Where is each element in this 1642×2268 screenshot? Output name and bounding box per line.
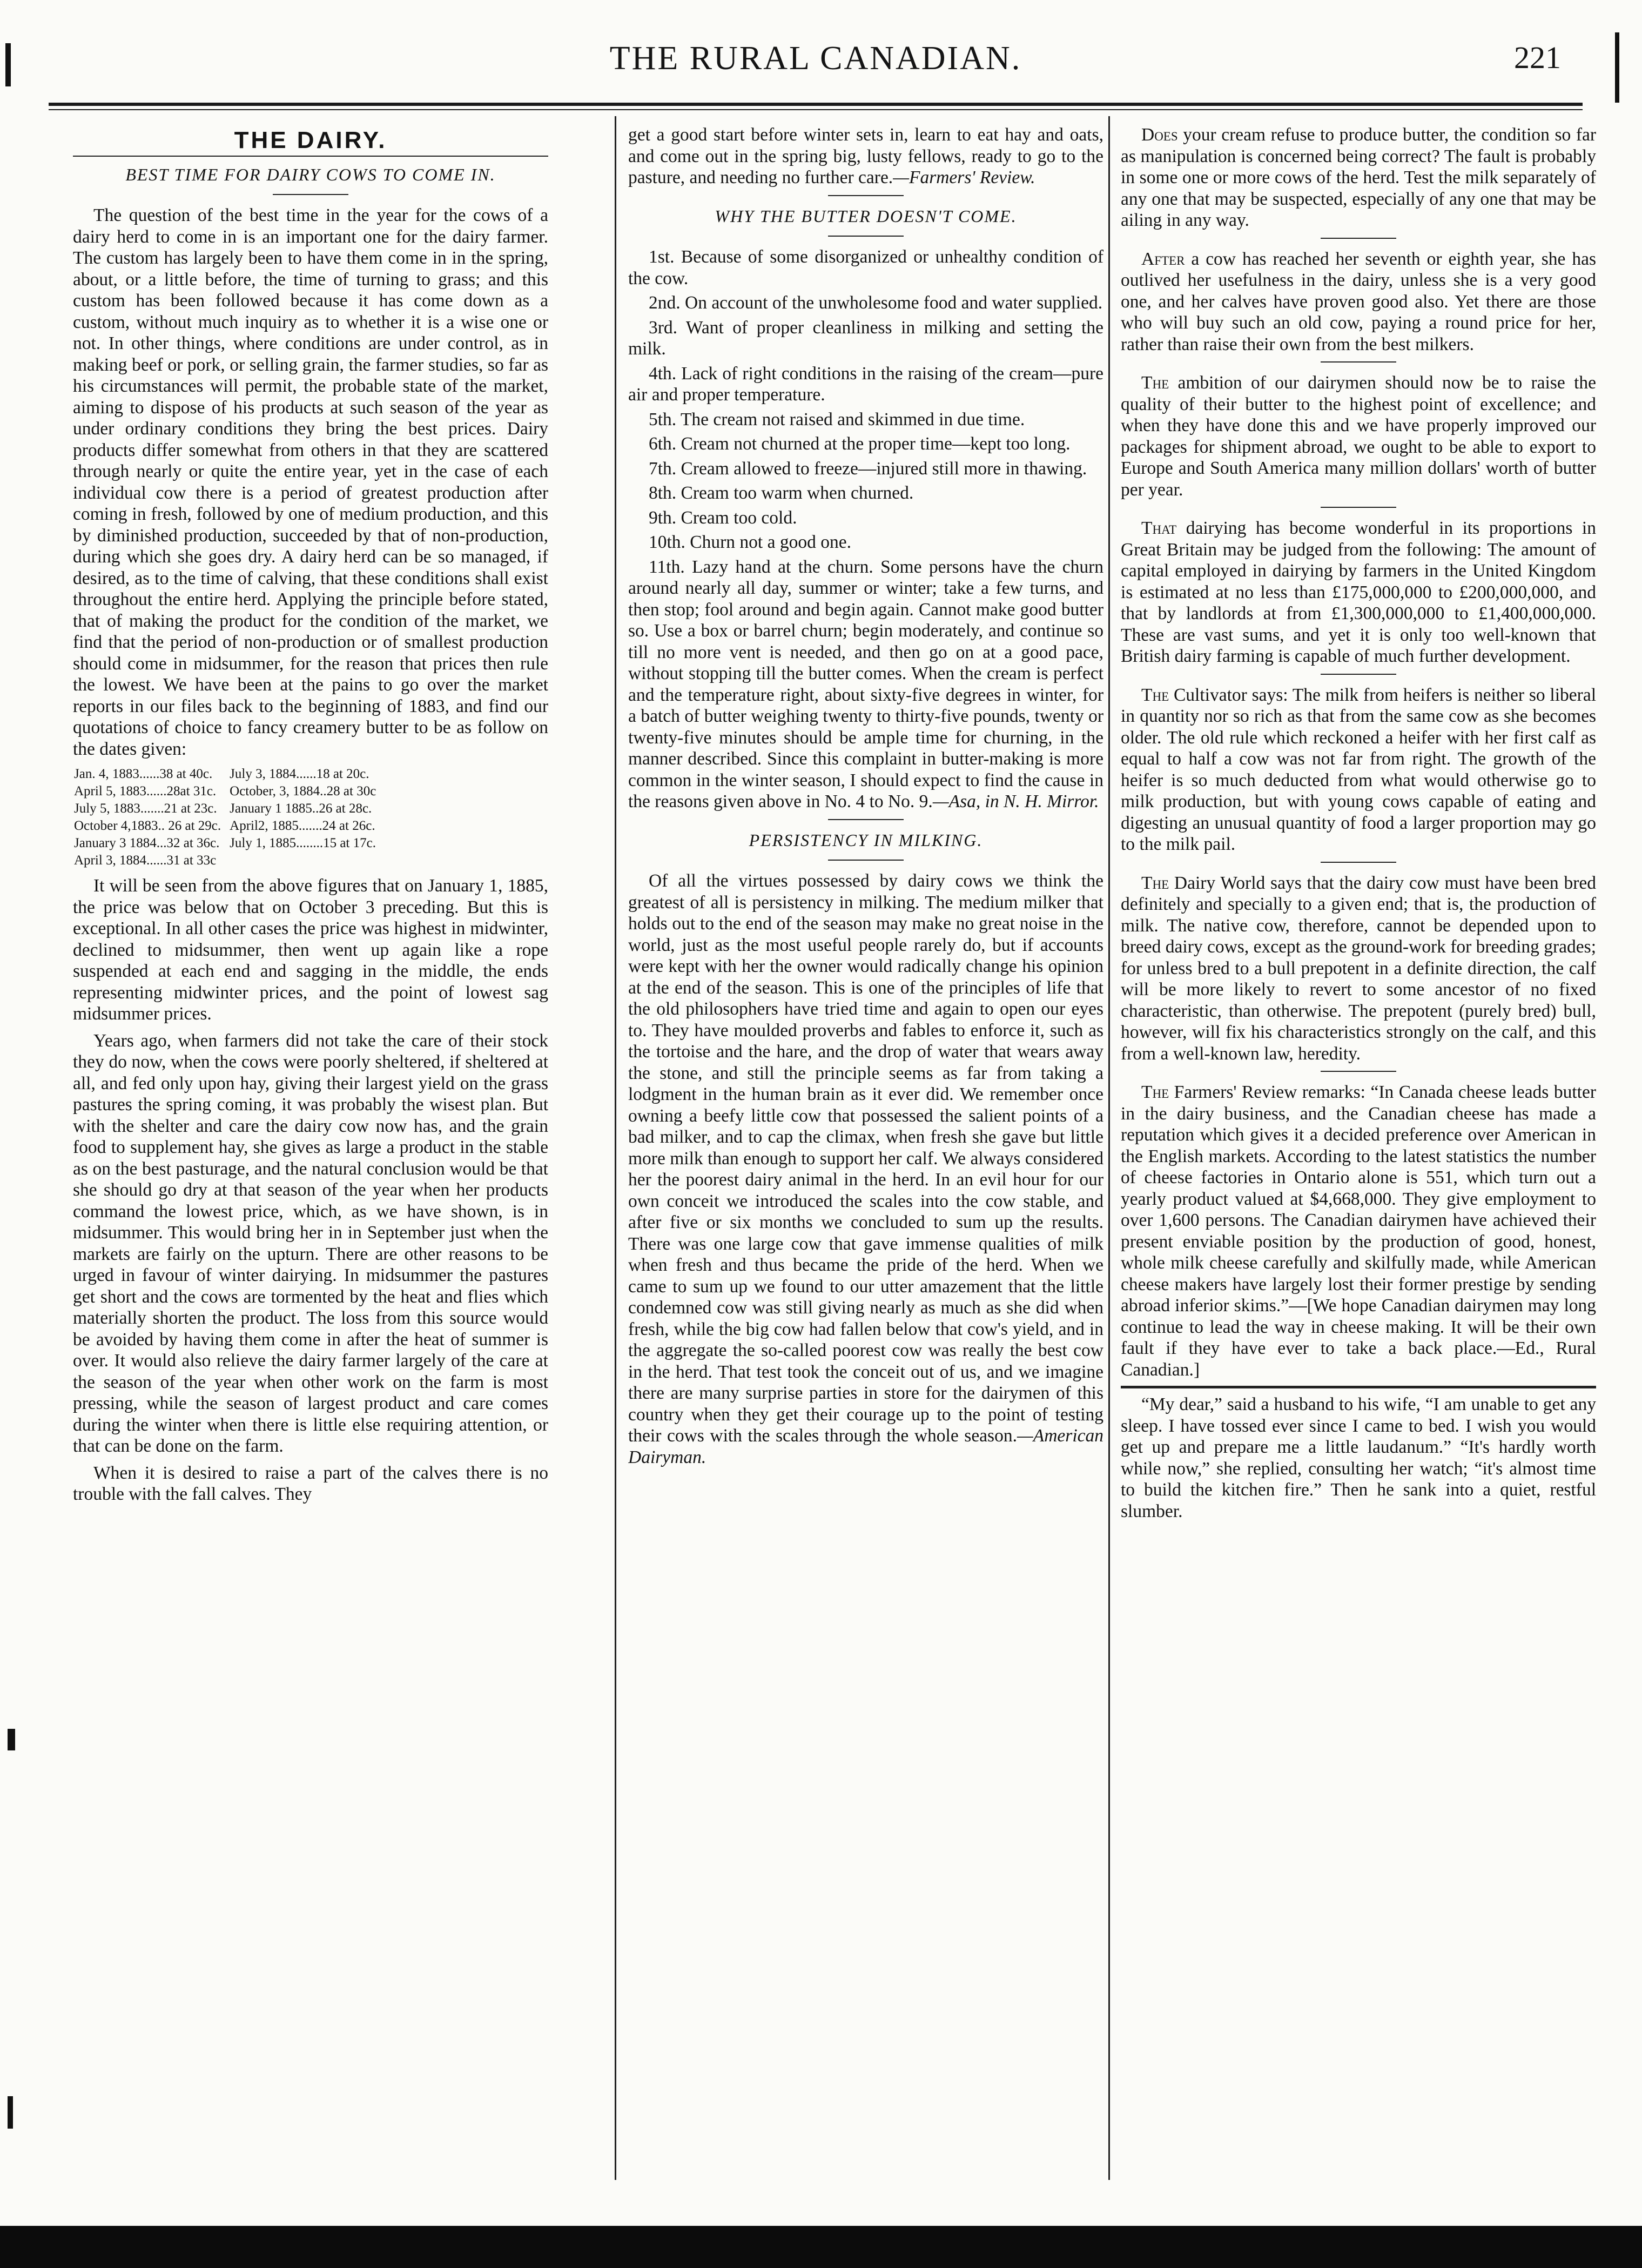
article-paragraph bbox=[1121, 372, 1596, 500]
price-entry bbox=[230, 853, 383, 869]
scan-footer-band bbox=[0, 2226, 1642, 2268]
divider-rule bbox=[828, 195, 904, 196]
paragraph-text: 11th. Lazy hand at the churn. Some persons have the churn around nearly all day, summer or winter; take a few turns, and then stop; fool around and begin again. Cannot make good butter so. Use a box or barrel churn; begin moderately, and continue so till no more vent is needed, and then go on at a good pace, without stopping till the butter comes. When the cream is perfect and the temperature right, about sixty-five degrees in winter, for a batch of butter weighing twenty to thirty-five pounds, twenty or twenty-five minutes should be ample time for churning, in the manner described. Since this complaint in butter-making is more common in the winter season, I should expect to find the cause in the reasons given above in No. 4 to No. 9. bbox=[628, 556, 1103, 811]
divider-rule bbox=[1321, 862, 1396, 863]
list-item: 1st. Because of some disorganized or unhealthy condition of the cow. bbox=[628, 247, 1103, 288]
divider-rule bbox=[1321, 238, 1396, 239]
divider-rule bbox=[273, 194, 348, 195]
paragraph-text: your cream refuse to produce butter, the condition so far as manipulation is concerned being correct? The fault is probably in some one or more cows of the herd. Test the milk separately of any one that may be suspected, especially of any one that may be ailing in any way. bbox=[1121, 125, 1596, 230]
list-item: 3rd. Want of proper cleanliness in milking and setting the milk. bbox=[628, 317, 1103, 359]
price-entry: April2, 1885.......24 at 26c. bbox=[230, 818, 375, 833]
divider-rule bbox=[1321, 507, 1396, 508]
page-header bbox=[49, 30, 1583, 95]
source-attribution: —Farmers' Review. bbox=[893, 167, 1035, 187]
section-rule bbox=[1121, 1386, 1596, 1388]
price-entry: January 1 1885..26 at 28c. bbox=[230, 801, 372, 816]
scan-mark bbox=[5, 43, 11, 86]
lead-word: That bbox=[1141, 518, 1177, 538]
lead-word: The bbox=[1141, 1082, 1169, 1102]
divider-rule bbox=[1321, 1071, 1396, 1072]
price-entry: July 5, 1883.......21 at 23c. bbox=[74, 801, 217, 816]
divider-rule bbox=[828, 819, 904, 820]
masthead-title: THE RURAL CANADIAN. bbox=[609, 40, 1022, 77]
list-item: 10th. Churn not a good one. bbox=[649, 532, 851, 552]
lead-word: The bbox=[1141, 373, 1169, 393]
divider-rule bbox=[1321, 674, 1396, 675]
price-entry: July 3, 1884......18 at 20c. bbox=[230, 767, 369, 781]
article-paragraph: The question of the best time in the year for the cows of a dairy herd to come in is an important one for the dairy farmer. The custom has largely been to have them come in in the spring, about, or a little before, the time of turning to grass; and this custom has been followed because it has come down as a custom, without much inquiry as to whether it is a wise one or not. In other things, where conditions are under control, as in making beef or pork, or selling grain, the farmer studies, so far as his circumstances will permit, the probable state of the market, aiming to dispose of his products at such season of the year as under ordinary conditions they bring the best prices. Dairy products differ somewhat from others in that they are scattered through nearly or quite the entire year, yet in the case of each individual cow there is a period of greatest production after coming in fresh, followed by one of medium production, and this by diminished production, succeeded by that of non-production, during which she goes dry. A dairy herd can be so managed, if desired, as to the time of calving, that these conditions shall exist throughout the entire herd. Applying the principle before stated, that of making the product for the condition of the market, we find that the period of non-production or of smallest production should come in midsummer, for the reason that prices then rule the lowest. We have been at the pains to go over the market reports in our files back to the beginning of 1883, and find our quotations of choice to fancy creamery butter to be as follow on the dates given: bbox=[73, 205, 548, 759]
price-entry: Jan. 4, 1883......38 at 40c. bbox=[74, 767, 213, 781]
article-paragraph bbox=[1121, 1082, 1596, 1380]
scan-mark bbox=[8, 2096, 13, 2129]
article-heading: PERSISTENCY IN MILKING. bbox=[749, 830, 983, 850]
heading-rule bbox=[73, 156, 548, 157]
paragraph-text: a cow has reached her seventh or eighth year, she has outlived her usefulness in the dairy, unless she is a very good one, and her calves have proven good also. Yet there are those who will buy such an old cow, paying a round price for her, rather than raise their own from the best milkers. bbox=[1121, 249, 1596, 354]
column-divider bbox=[1108, 116, 1110, 2180]
divider-rule bbox=[828, 236, 904, 237]
list-item: 5th. The cream not raised and skimmed in due time. bbox=[649, 409, 1025, 430]
paragraph-text: Cultivator says: The milk from heifers is neither so liberal in quantity nor so rich as that from the same cow as she becomes older. The old rule which reckoned a heifer with her first calf as equal to half a cow was not far from right. The growth of the heifer is so much deducted from what would otherwise go to milk production, but with young cows capable of eating and digesting an unusual quantity of food a larger proportion may go to the milk pail. bbox=[1121, 685, 1596, 854]
divider-rule bbox=[828, 860, 904, 861]
list-item: 6th. Cream not churned at the proper time—kept too long. bbox=[649, 434, 1071, 454]
article-paragraph: When it is desired to raise a part of the calves there is no trouble with the fall calves. They bbox=[73, 1462, 548, 1504]
header-rule-thin bbox=[49, 109, 1583, 110]
lead-word: The bbox=[1141, 685, 1169, 705]
price-entry: October 4,1883.. 26 at 29c. bbox=[74, 818, 221, 833]
source-attribution: —American Dairyman. bbox=[628, 1426, 1103, 1467]
article-paragraph bbox=[1121, 124, 1596, 231]
section-heading: THE DAIRY. bbox=[234, 127, 387, 153]
list-item: 4th. Lack of right conditions in the raising of the cream—pure air and proper temperature. bbox=[628, 363, 1103, 405]
list-item: 2nd. On account of the unwholesome food and water supplied. bbox=[649, 293, 1103, 313]
article-paragraph bbox=[1121, 685, 1596, 855]
column-2 bbox=[628, 124, 1103, 2177]
scan-mark bbox=[1615, 32, 1619, 103]
price-table bbox=[73, 765, 385, 870]
article-paragraph bbox=[628, 870, 1103, 1468]
lead-word: After bbox=[1141, 249, 1185, 269]
list-item bbox=[628, 556, 1103, 813]
column-divider bbox=[615, 116, 616, 2180]
article-heading: BEST TIME FOR DAIRY COWS TO COME IN. bbox=[125, 164, 496, 184]
article-paragraph: Years ago, when farmers did not take the care of their stock they do now, when the cows were poorly sheltered, if sheltered at all, and fed only upon hay, giving their largest yield on the grass pastures the spring coming, it was probably the wisest plan. But with the shelter and care the dairy cow now has, and the grain food to supplement hay, she gives as large a product in the stable as on the best pasturage, and the natural conclusion would be that she should go dry at that season of the year when her products command the lowest price, which, as we have shown, is in midsummer. This would bring her in in September just when the markets are fairly on the upturn. There are other reasons to be urged in favour of winter dairying. In midsummer the pastures get short and the cows are tormented by the heat and flies which materially shorten the product. The loss from this source would be avoided by having them come in after the heat of summer is over. It would also relieve the dairy farmer largely of the care at the season of the year when other work on the farm is most pressing, while the season of largest product and care comes during the winter when there is little else requiring attention, or that can be done on the farm. bbox=[73, 1030, 548, 1456]
price-entry: January 3 1884...32 at 36c. bbox=[74, 836, 220, 850]
list-item: 8th. Cream too warm when churned. bbox=[649, 483, 914, 503]
page-number: 221 bbox=[1514, 40, 1561, 75]
paragraph-text: get a good start before winter sets in, learn to eat hay and oats, and come out in the spring big, lusty fellows, ready to go to the pasture, and needing no further care. bbox=[628, 125, 1103, 187]
paragraph-text: dairying has become wonderful in its proportions in Great Britain may be judged from the following: The amount of capital employed in dairying by farmers in the United Kingdom is estimated at no less than £175,000,000 to £200,000,000, and that by landlords at from £1,300,000,000 to £1,400,000,000. These are vast sums, and yet it is only too well-known that British dairy farming is capable of much further development. bbox=[1121, 518, 1596, 666]
article-paragraph: It will be seen from the above figures that on January 1, 1885, the price was below that on October 3 preceding. But this is exceptional. In all other cases the price was highest in midwinter, declined to midsummer, then went up again like a rope suspended at each end and sagging in the middle, the ends representing midwinter prices, and the point of lowest sag midsummer prices. bbox=[73, 876, 548, 1024]
article-paragraph bbox=[1121, 249, 1596, 355]
price-entry: April 5, 1883......28at 31c. bbox=[74, 784, 217, 799]
price-entry: April 3, 1884......31 at 33c bbox=[74, 853, 217, 868]
article-paragraph bbox=[628, 124, 1103, 189]
article-paragraph bbox=[1121, 873, 1596, 1065]
divider-rule bbox=[1321, 361, 1396, 363]
anecdote-paragraph: “My dear,” said a husband to his wife, “I am unable to get any sleep. I have tossed ever since I came to bed. I wish you would get up and prepare me a little laudanum.” “It's hardly worth while now,” she replied, consulting her watch; “it's almost time to build the kitchen fire.” Then he sank into a quiet, restful slumber. bbox=[1121, 1394, 1596, 1521]
column-3 bbox=[1121, 124, 1596, 2177]
paragraph-text: Dairy World says that the dairy cow must have been bred definitely and specially to a given end; that is, the production of milk. The native cow, therefore, cannot be depended upon to breed dairy cows, except as the ground-work for breeding grades; for unless bred to a bull prepotent in a definite direction, the calf will be more likely to revert to some ancestor of no fixed characteristic, than otherwise. The prepotent (purely bred) bull, however, will fix his characteristics strongly on the calf, and this from a well-known law, heredity. bbox=[1121, 873, 1596, 1064]
price-entry: July 1, 1885........15 at 17c. bbox=[230, 836, 376, 850]
paragraph-text: ambition of our dairymen should now be to raise the quality of their butter to the highest point of excellence; and when they have done this and we have properly improved our packages for shipment abroad, we ought to be able to export to Europe and South America many million dollars' worth of butter per year. bbox=[1121, 373, 1596, 500]
article-paragraph bbox=[1121, 518, 1596, 667]
list-item: 9th. Cream too cold. bbox=[649, 507, 797, 528]
paragraph-text: Farmers' Review remarks: “In Canada cheese leads butter in the dairy business, and the Canadian cheese has made a reputation which gives it a decided preference over American in the English markets. According to the latest statistics the number of cheese factories in Ontario alone is 551, which turn out a yearly product valued at $4,668,000. They give employment to over 1,600 persons. The Canadian dairymen have achieved their present enviable position by the production of good, honest, whole milk cheese carefully and skilfully made, while American cheese makers have largely lost their former prestige by sending abroad inferior skims.”—[We hope Canadian dairymen may long continue to lead the way in cheese making. It will be their own fault if they have ever to take a back place.—Ed., Rural Canadian.] bbox=[1121, 1082, 1596, 1380]
list-item: 7th. Cream allowed to freeze—injured still more in thawing. bbox=[649, 458, 1087, 479]
price-entry: October, 3, 1884..28 at 30c bbox=[230, 784, 376, 799]
source-attribution: —Asa, in N. H. Mirror. bbox=[932, 791, 1099, 811]
column-1 bbox=[73, 124, 548, 2177]
article-heading: WHY THE BUTTER DOESN'T COME. bbox=[715, 206, 1017, 226]
scan-mark bbox=[8, 1729, 15, 1750]
header-rule bbox=[49, 103, 1583, 106]
lead-word: The bbox=[1141, 873, 1169, 893]
lead-word: Does bbox=[1141, 125, 1178, 145]
paragraph-text: Of all the virtues possessed by dairy cows we think the greatest of all is persistency in milking. The medium milker that holds out to the end of the season may make no great noise in the world, just as the most useful people rarely do, but if accounts were kept with her the owner would radically change his opinion at the end of the season. This is one of the principles of life that the old philosophers have tried time and again to open our eyes to. They have moulded proverbs and fables to enforce it, such as the tortoise and the hare, and the drop of water that wears away the stone, and still the principle seems as far from taking a lodgment in the human brain as it ever did. We remember once owning a beefy little cow that possessed the salient points of a bad milker, and to cap the climax, when fresh she gave but little more milk than enough to support her calf. We always considered her the poorest dairy animal in the herd. In an evil hour for our own conceit we introduced the scales into the cow stable, and after five or six months we concluded to sum up the results. There was one large cow that gave immense qualities of milk when fresh and thus became the pride of the herd. When we came to sum up we found to our utter amazement that the little condemned cow was still giving nearly as much as she did when fresh, while the big cow had fallen below that cow's yield, and in the aggregate the so-called poorest cow was really the best cow in the herd. That test took the conceit out of us, and we imagine there are many surprise parties in store for the dairymen of this country when they get their courage up to the point of testing their cows with the scales through the whole season. bbox=[628, 871, 1103, 1446]
